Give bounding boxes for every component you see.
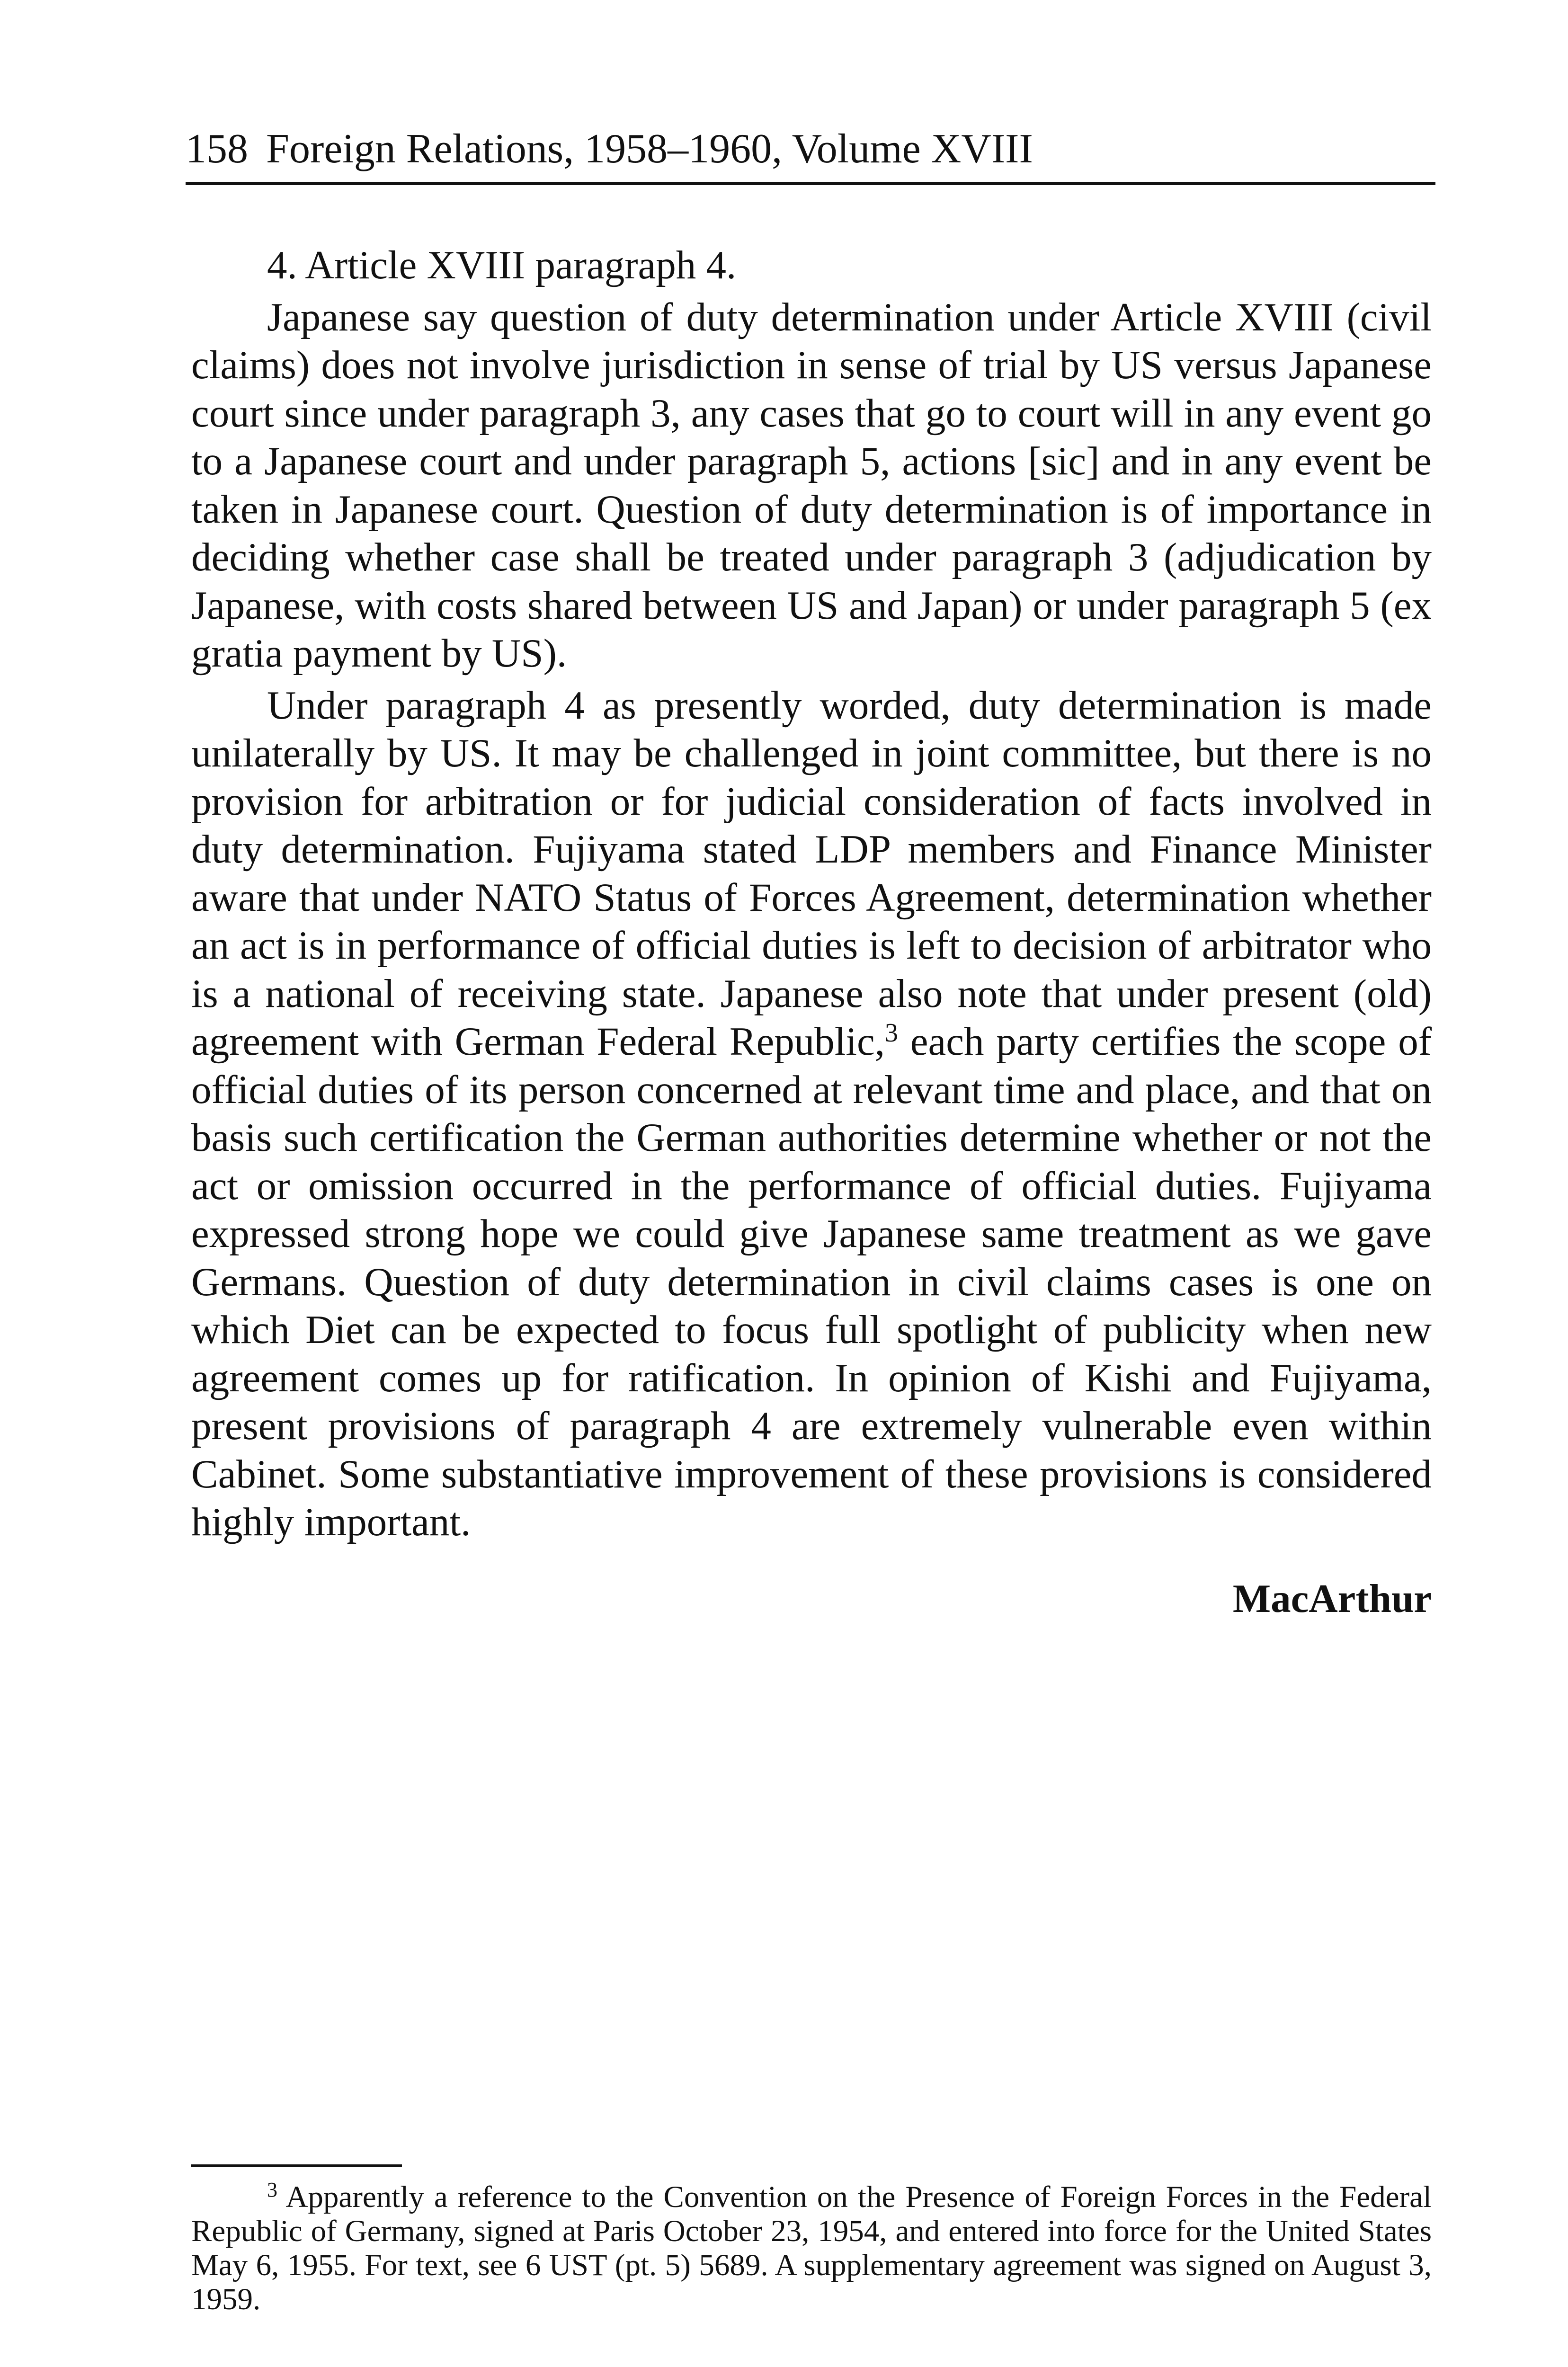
paragraph-duty-determination (191, 682, 1432, 1547)
volume-title: Foreign Relations, 1958–1960, Volume XVIII (266, 126, 1033, 172)
section-heading: 4. Article XVIII paragraph 4. (267, 243, 737, 287)
footnote (191, 2180, 1432, 2316)
footnote-divider (191, 2164, 402, 2167)
footnote-marker: 3 (267, 2178, 277, 2201)
page-number: 158 (186, 126, 248, 172)
footnote-text: Apparently a reference to the Convention on the Presence of Foreign Forces in the Federal Republic of Germany, signed at Paris October 23, 1954, and entered into force for the United States May 6, 1955. For text, see 6 UST (pt. 5) 5689. A supplementary agreement was signed on August 3, 1959. (191, 2180, 1432, 2316)
paragraph-text-before-note: Under paragraph 4 as presently worded, duty determination is made unilaterally by US. It may be challenged in joint committee, but there is no provision for arbitration or for judicial consideration of facts involved in duty determination. Fujiyama stated LDP members and Finance Minister aware that under NATO Status of Forces Agreement, determination whether an act is in performance of official duties is left to decision of arbitrator who is a national of receiving state. Japanese also note that under present (old) agreement with German Federal Republic, (191, 683, 1432, 1064)
document-body (191, 241, 1432, 1623)
paragraph-civil-claims: Japanese say question of duty determination under Article XVIII (civil claims) does not involve jurisdiction in sense of trial by US versus Japanese court since under paragraph 3, any cases that go to court will in any event go to a Japanese court and under paragraph 5, actions [sic] and in any event be taken in Japanese court. Question of duty determination is of importance in deciding whether case shall be treated under paragraph 3 (adjudication by Japanese, with costs shared between US and Japan) or under paragraph 5 (ex gratia payment by US). (191, 294, 1432, 676)
paragraph-text-after-note: each party certifies the scope of official duties of its person concerned at relevant time and place, and that on basis such certification the German authorities determine whether or not the act or omission occurred in the performance of official duties. Fujiyama expressed strong hope we could give Japanese same treatment as we gave Germans. Question of duty determination in civil claims cases is one on which Diet can be expected to focus full spotlight of publicity when new agreement comes up for ratification. In opinion of Kishi and Fujiyama, present provisions of paragraph 4 are extremely vulnerable even within Cabinet. Some substantiative improvement of these provisions is considered highly important. (191, 1019, 1432, 1544)
running-head (186, 125, 1435, 185)
signature: MacArthur (1232, 1576, 1432, 1621)
footnote-reference: 3 (885, 1018, 899, 1048)
